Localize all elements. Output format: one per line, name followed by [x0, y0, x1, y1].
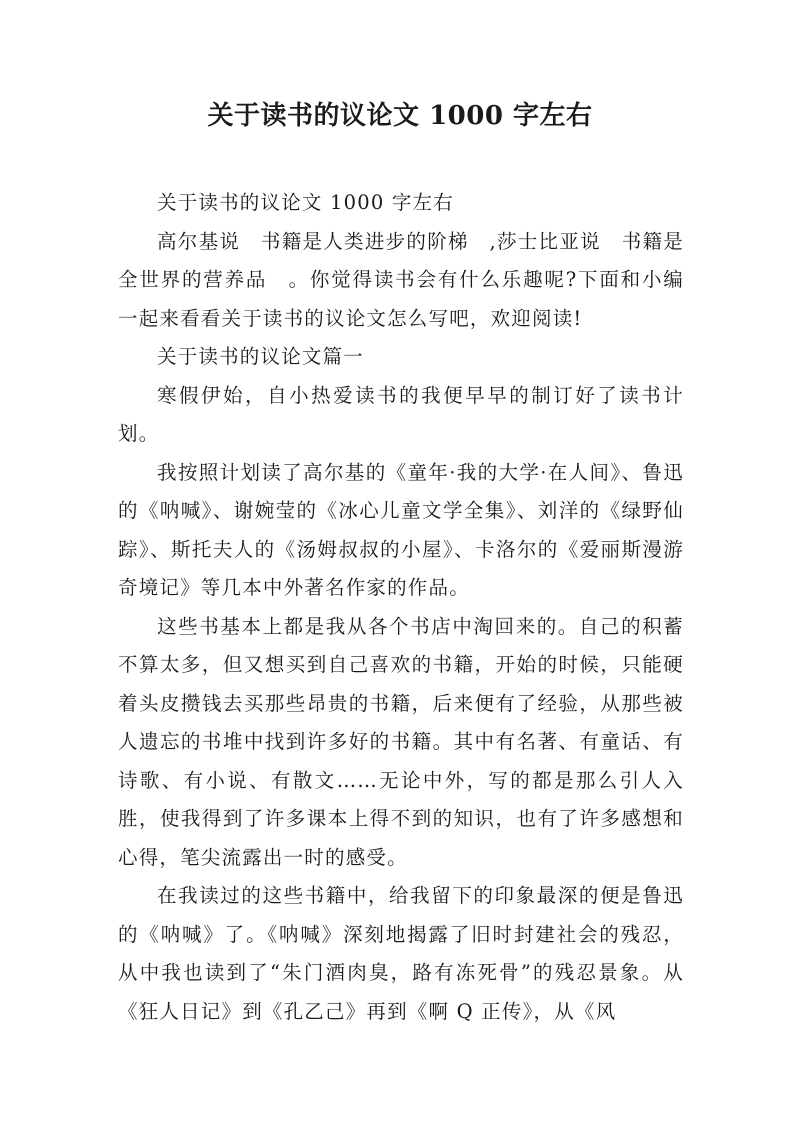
- paragraph-intro: 高尔基说 书籍是人类进步的阶梯 ,莎士比亚说 书籍是全世界的营养品 。你觉得读书会有什么乐趣呢?下面和小编一起来看看关于读书的议论文怎么写吧，欢迎阅读!: [118, 229, 684, 330]
- document-title: 关于读书的议论文 1000 字左右: [207, 101, 593, 131]
- paragraph-subtitle: 关于读书的议论文 1000 字左右: [157, 191, 454, 214]
- paragraph-body-4: 在我读过的这些书籍中，给我留下的印象最深的便是鲁迅的《呐喊》了。《呐喊》深刻地揭露了旧时封建社会的残忍，从中我也读到了“朱门酒肉臭，路有冻死骨”的残忍景象。从《狂人日记》到《孔乙己》再到《啊 Q 正传》，从《风: [118, 884, 684, 1023]
- paragraph-body-1: 寒假伊始，自小热爱读书的我便早早的制订好了读书计划。: [118, 383, 684, 445]
- paragraph-body-3: 这些书基本上都是我从各个书店中淘回来的。自己的积蓄不算太多，但又想买到自己喜欢的书籍，开始的时候，只能硬着头皮攒钱去买那些昂贵的书籍，后来便有了经验，从那些被人遗忘的书堆中找到许多好的书籍。其中有名著、有童话、有诗歌、有小说、有散文……无论中外，写的都是那么引人入胜，使我得到了许多课本上得不到的知识，也有了许多感想和心得，笔尖流露出一时的感受。: [118, 614, 684, 869]
- document-body: [118, 184, 684, 1031]
- paragraph-body-2: 我按照计划读了高尔基的《童年·我的大学·在人间》、鲁迅的《呐喊》、谢婉莹的《冰心儿童文学全集》、刘洋的《绿野仙踪》、斯托夫人的《汤姆叔叔的小屋》、卡洛尔的《爱丽斯漫游奇境记》等几本中外著名作家的作品。: [118, 460, 684, 599]
- paragraph-section-heading: 关于读书的议论文篇一: [157, 345, 365, 368]
